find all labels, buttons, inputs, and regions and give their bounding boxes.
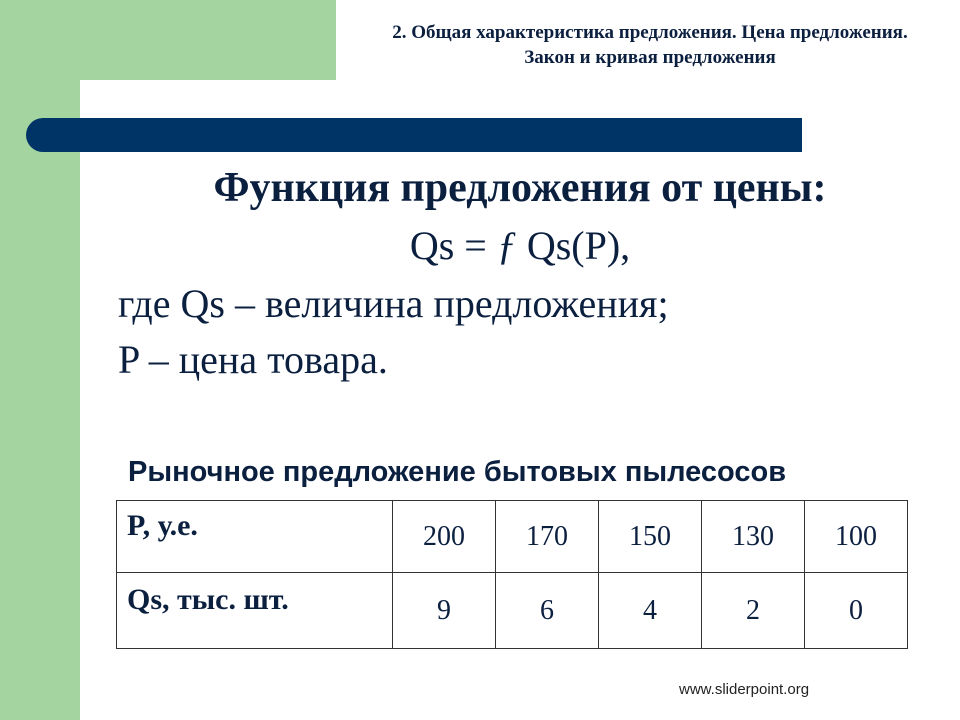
row-label-quantity: Qs, тыс. шт. (117, 573, 393, 649)
supply-table (116, 500, 908, 649)
function-heading: Функция предложения от цены: (213, 165, 827, 211)
table-cell: 200 (393, 501, 496, 573)
blue-divider-bar (26, 118, 802, 152)
formula-function-symbol: ƒ (496, 223, 517, 268)
table-cell: 0 (805, 573, 908, 649)
slide-header-title: 2. Общая характеристика предложения. Цена предложения. Закон и кривая предложения (392, 22, 908, 68)
supply-formula (80, 220, 960, 272)
formula-left: Qs = (409, 223, 497, 268)
table-row-quantity (117, 573, 908, 649)
table-cell: 130 (702, 501, 805, 573)
table-cell: 4 (599, 573, 702, 649)
left-green-band (0, 0, 80, 720)
table-cell: 150 (599, 501, 702, 573)
footer-url: www.sliderpoint.org (679, 681, 810, 698)
table-caption: Рыночное предложение бытовых пылесосов (128, 456, 787, 488)
table-cell: 170 (496, 501, 599, 573)
table-cell: 9 (393, 573, 496, 649)
row-label-price: P, у.е. (117, 501, 393, 573)
definition-p: P – цена товара. (118, 337, 388, 382)
top-green-block (80, 0, 336, 80)
table-cell: 100 (805, 501, 908, 573)
formula-right: Qs(P), (516, 223, 631, 268)
definition-qs: где Qs – величина предложения; (118, 281, 669, 326)
table-cell: 6 (496, 573, 599, 649)
table-cell: 2 (702, 573, 805, 649)
table-row-price (117, 501, 908, 573)
